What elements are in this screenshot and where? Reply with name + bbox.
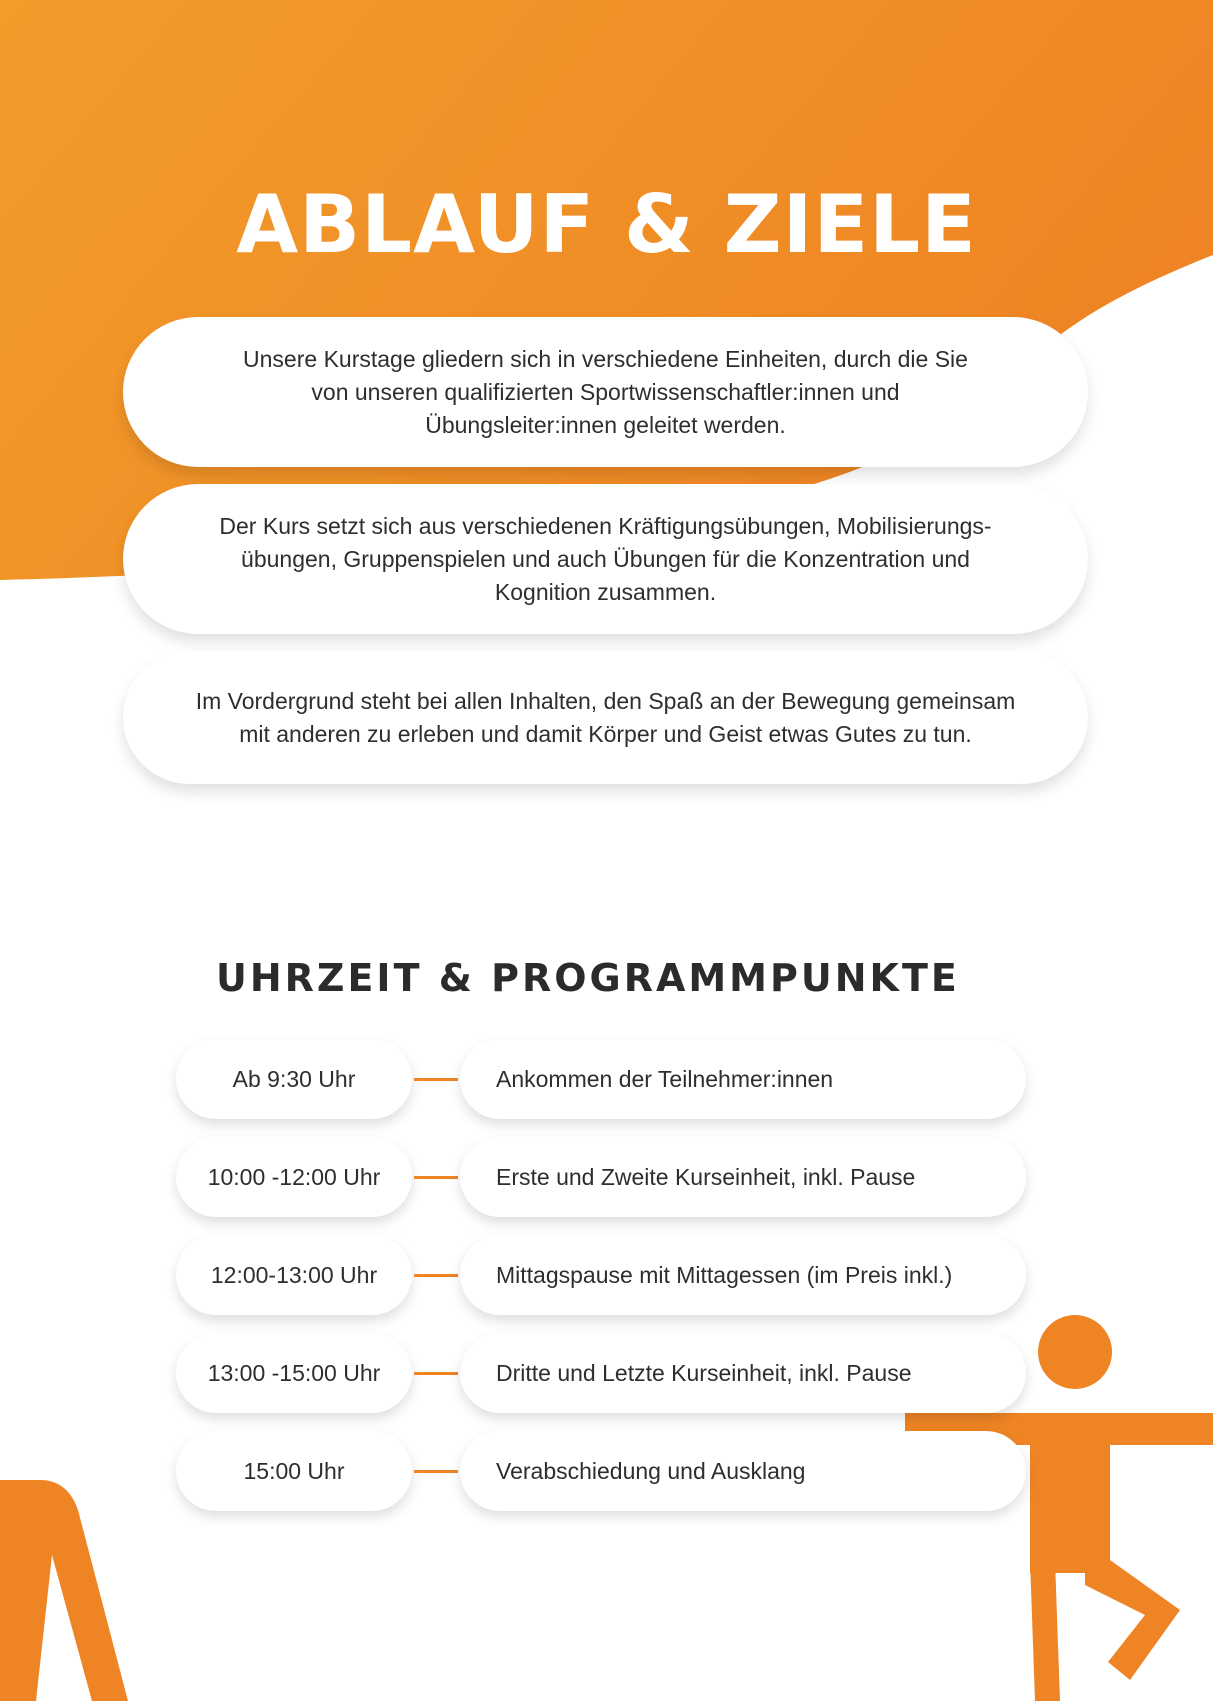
schedule-row — [176, 1039, 1026, 1119]
time-pill: 12:00-13:00 Uhr — [176, 1235, 412, 1315]
info-box-text — [219, 510, 991, 609]
connector-line — [414, 1372, 458, 1375]
activity-pill: Dritte und Letzte Kurseinheit, inkl. Pause — [460, 1333, 1026, 1413]
time-pill: 15:00 Uhr — [176, 1431, 412, 1511]
time-pill: 13:00 -15:00 Uhr — [176, 1333, 412, 1413]
info-box — [123, 484, 1088, 634]
schedule-row — [176, 1235, 1026, 1315]
info-box-text — [243, 343, 968, 442]
info-box — [123, 651, 1088, 784]
info-line: übungen, Gruppenspielen und auch Übungen für die Konzentration und — [241, 545, 970, 572]
connector-line — [414, 1078, 458, 1081]
info-box-text — [196, 685, 1016, 751]
connector-line — [414, 1176, 458, 1179]
info-line: Übungsleiter:innen geleitet werden. — [425, 411, 786, 438]
activity-pill: Verabschiedung und Ausklang — [460, 1431, 1026, 1511]
info-line: Unsere Kurstage gliedern sich in verschiedene Einheiten, durch die Sie — [243, 345, 968, 372]
connector-line — [414, 1470, 458, 1473]
connector-line — [414, 1274, 458, 1277]
schedule-title: UHRZEIT & PROGRAMMPUNKTE — [216, 956, 960, 1000]
left-figure-illustration — [0, 1480, 140, 1701]
info-line: Im Vordergrund steht bei allen Inhalten, den Spaß an der Bewegung gemeinsam — [195, 687, 1016, 714]
info-line: mit anderen zu erleben und damit Körper und Geist etwas Gutes zu tun. — [239, 720, 972, 747]
schedule-row — [176, 1333, 1026, 1413]
schedule-row — [176, 1431, 1026, 1511]
info-line: Der Kurs setzt sich aus verschiedenen Kräftigungsübungen, Mobilisierungs- — [219, 512, 992, 539]
activity-pill: Mittagspause mit Mittagessen (im Preis inkl.) — [460, 1235, 1026, 1315]
activity-pill: Ankommen der Teilnehmer:innen — [460, 1039, 1026, 1119]
info-box — [123, 317, 1088, 467]
info-line: von unseren qualifizierten Sportwissenschaftler:innen und — [311, 378, 900, 405]
page-title: ABLAUF & ZIELE — [236, 178, 977, 271]
time-pill: 10:00 -12:00 Uhr — [176, 1137, 412, 1217]
activity-pill: Erste und Zweite Kurseinheit, inkl. Pause — [460, 1137, 1026, 1217]
schedule-row — [176, 1137, 1026, 1217]
time-pill: Ab 9:30 Uhr — [176, 1039, 412, 1119]
info-line: Kognition zusammen. — [494, 578, 717, 605]
